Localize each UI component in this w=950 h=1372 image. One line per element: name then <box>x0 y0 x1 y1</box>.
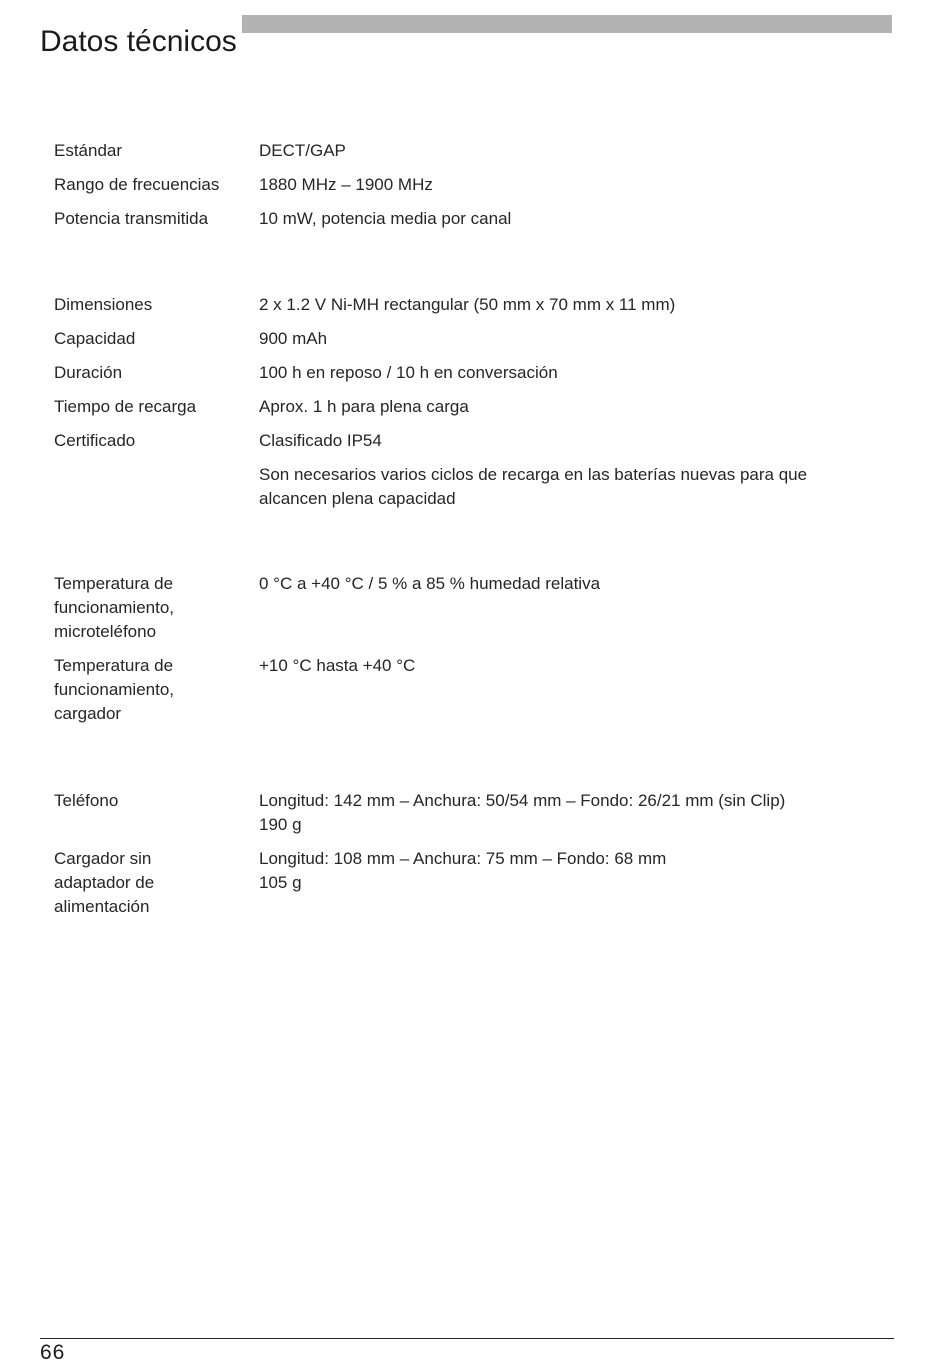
spec-label: Teléfono <box>54 791 119 810</box>
spec-section-radio <box>54 139 874 231</box>
spec-label: Temperatura de funcionamiento, cargador <box>54 656 175 723</box>
footer-rule <box>40 1338 894 1339</box>
spec-section-temperature <box>54 572 874 726</box>
spec-value: Clasificado IP54 <box>259 431 382 450</box>
spec-row <box>54 327 874 351</box>
spec-row <box>54 654 874 726</box>
spec-value: DECT/GAP <box>259 141 346 160</box>
spec-row <box>54 847 874 919</box>
spec-label: Duración <box>54 363 123 382</box>
spec-label: Capacidad <box>54 329 136 348</box>
spec-value: 900 mAh <box>259 329 328 348</box>
spec-value: 100 h en reposo / 10 h en conversación <box>259 363 558 382</box>
battery-note: Son necesarios varios ciclos de recarga en las baterías nuevas para que alcancen plena capacidad <box>259 465 808 508</box>
spec-label: Potencia transmitida <box>54 209 209 228</box>
spec-row <box>54 139 874 163</box>
spec-value: Longitud: 142 mm – Anchura: 50/54 mm – Fondo: 26/21 mm (sin Clip) 190 g <box>259 791 786 834</box>
spec-row <box>54 173 874 197</box>
spec-label: Dimensiones <box>54 295 153 314</box>
spec-row <box>54 293 874 317</box>
spec-row <box>54 429 874 453</box>
spec-section-dimensions <box>54 789 874 919</box>
spec-value: +10 °C hasta +40 °C <box>259 656 416 675</box>
spec-row <box>54 207 874 231</box>
spec-row-note <box>54 463 874 511</box>
spec-label: Cargador sin adaptador de alimentación <box>54 849 155 916</box>
spec-value: Longitud: 108 mm – Anchura: 75 mm – Fondo: 68 mm 105 g <box>259 849 667 892</box>
spec-label: Rango de frecuencias <box>54 175 220 194</box>
page-header <box>40 2 892 59</box>
spec-label: Estándar <box>54 141 123 160</box>
spec-section-battery <box>54 293 874 511</box>
spec-label: Tiempo de recarga <box>54 397 197 416</box>
spec-row <box>54 789 874 837</box>
title-decoration-bar <box>242 15 892 33</box>
page-title: Datos técnicos <box>40 25 237 59</box>
spec-value: 2 x 1.2 V Ni-MH rectangular (50 mm x 70 mm x 11 mm) <box>259 295 676 314</box>
spec-value: 1880 MHz – 1900 MHz <box>259 175 433 194</box>
spec-label: Temperatura de funcionamiento, microteléfono <box>54 574 175 641</box>
spec-row <box>54 395 874 419</box>
page-number: 66 <box>40 1341 66 1364</box>
spec-label: Certificado <box>54 431 136 450</box>
spec-row <box>54 572 874 644</box>
spec-label <box>54 463 259 511</box>
spec-row <box>54 361 874 385</box>
spec-value: 0 °C a +40 °C / 5 % a 85 % humedad relativa <box>259 574 601 593</box>
spec-value: Aprox. 1 h para plena carga <box>259 397 469 416</box>
spec-value: 10 mW, potencia media por canal <box>259 209 512 228</box>
